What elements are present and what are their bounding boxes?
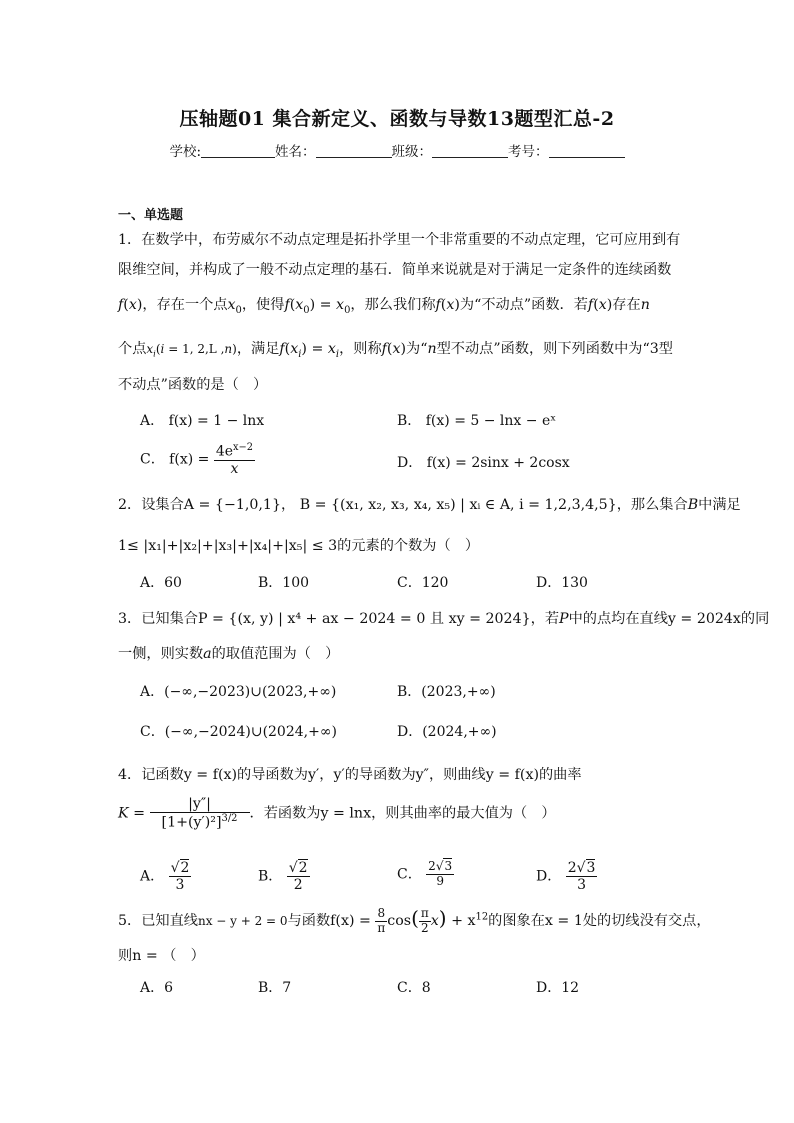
q1-option-c[interactable]: C． f(x) = $\frac{4e^{x-2}}{x}$ — [140, 442, 253, 477]
q2-option-a[interactable]: A．60 — [140, 575, 182, 591]
q2-line2: 1≤ |x₁|+|x₂|+|x₃|+|x₄|+|x₅| ≤ 3的元素的个数为（ ） — [118, 538, 480, 554]
q3-option-c[interactable]: C．(−∞,−2024)∪(2024,+∞) — [140, 724, 337, 740]
q5-option-a[interactable]: A．6 — [140, 980, 174, 996]
q1-line4: 个点$x_i(i = 1$, 2,L ,n)，满足$f(x_i) = x_i$，则称f(x)为“n型不动点”函数，则下列函数中为“3型 — [118, 341, 673, 360]
q1-line1: 1．在数学中，布劳威尔不动点定理是拓扑学里一个非常重要的不动点定理，它可应用到有 — [118, 232, 681, 248]
page-title: 压轴题01 集合新定义、函数与导数13题型汇总-2 — [179, 108, 615, 130]
q4-option-d[interactable]: D． $\frac{2√3}{3}$ — [536, 860, 596, 894]
q5-option-d[interactable]: D．12 — [536, 980, 580, 996]
q2-option-c[interactable]: C．120 — [397, 575, 449, 591]
school-label: 学校: — [169, 144, 202, 160]
q4-option-c[interactable]: C． $\frac{2√3}{9}$ — [397, 859, 453, 888]
q3-option-a[interactable]: A．(−∞,−2023)∪(2023,+∞) — [140, 684, 337, 700]
q5-line1: 5．已知直线nx − y + 2 = 0与函数f(x) = $\frac{8}{\pi}$ cos( $\frac{\pi}{2}$ $x) + x^{12}$的图象在x = 1处的切线没有交点， — [118, 905, 711, 935]
class-blank[interactable] — [432, 143, 508, 158]
q1-line2: 限维空间，并构成了一般不动点定理的基石．简单来说就是对于满足一定条件的连续函数 — [118, 262, 672, 278]
q2-option-d[interactable]: D．130 — [536, 575, 588, 591]
q2-line1: 2．设集合A = {−1,0,1}， B = {(x₁, x₂, x₃, x₄, x₅) | xᵢ ∈ A, i = 1,2,3,4,5}，那么集合B中满足 — [118, 497, 741, 513]
q1-line3: f(x)，存在一个点$x_0$，使得$f(x_0) = x_0$，那么我们称f(x)为“不动点”函数．若f(x)存在n — [118, 297, 650, 316]
q4-option-b[interactable]: B． $\frac{√2}{2}$ — [258, 860, 308, 894]
number-blank[interactable] — [549, 143, 625, 158]
q5-option-b[interactable]: B．7 — [258, 980, 292, 996]
number-label: 考号： — [508, 144, 549, 160]
q1-option-d[interactable]: D． f(x) = 2sinx + 2cosx — [397, 455, 570, 471]
q4-line1: 4．记函数y = f(x)的导函数为y′，y′的导函数为y″，则曲线y = f(x)的曲率 — [118, 767, 582, 783]
q3-option-d[interactable]: D．(2024,+∞) — [397, 724, 497, 740]
q3-line2: 一侧，则实数a的取值范围为（ ） — [118, 646, 340, 662]
q3-line1: 3．已知集合P = {(x, y) | x⁴ + ax − 2024 = 0 且 xy = 2024}，若P中的点均在直线y = 2024x的同 — [118, 611, 770, 627]
q1-line5: 不动点”函数的是（ ） — [118, 377, 268, 393]
q2-option-b[interactable]: B．100 — [258, 575, 310, 591]
q4-option-a[interactable]: A． $\frac{√2}{3}$ — [140, 860, 190, 894]
name-blank[interactable] — [316, 143, 392, 158]
q1-option-a[interactable]: A． f(x) = 1 − lnx — [140, 413, 265, 429]
section-heading: 一、单选题 — [118, 208, 184, 223]
q5-line2: 则n = （ ） — [118, 948, 205, 964]
name-label: 姓名： — [275, 144, 316, 160]
q5-option-c[interactable]: C．8 — [397, 980, 431, 996]
q1-option-b[interactable]: B． f(x) = 5 − lnx − eˣ — [397, 413, 557, 429]
class-label: 班级： — [391, 144, 433, 160]
q4-line2: K = $\frac{|y''|}{[1+(y')^2]^{3/2}}$ ．若函数为y = lnx，则其曲率的最大值为（ ） — [118, 796, 556, 832]
q3-option-b[interactable]: B．(2023,+∞) — [397, 684, 496, 700]
student-info-line — [0, 140, 794, 160]
school-blank[interactable] — [201, 143, 275, 158]
